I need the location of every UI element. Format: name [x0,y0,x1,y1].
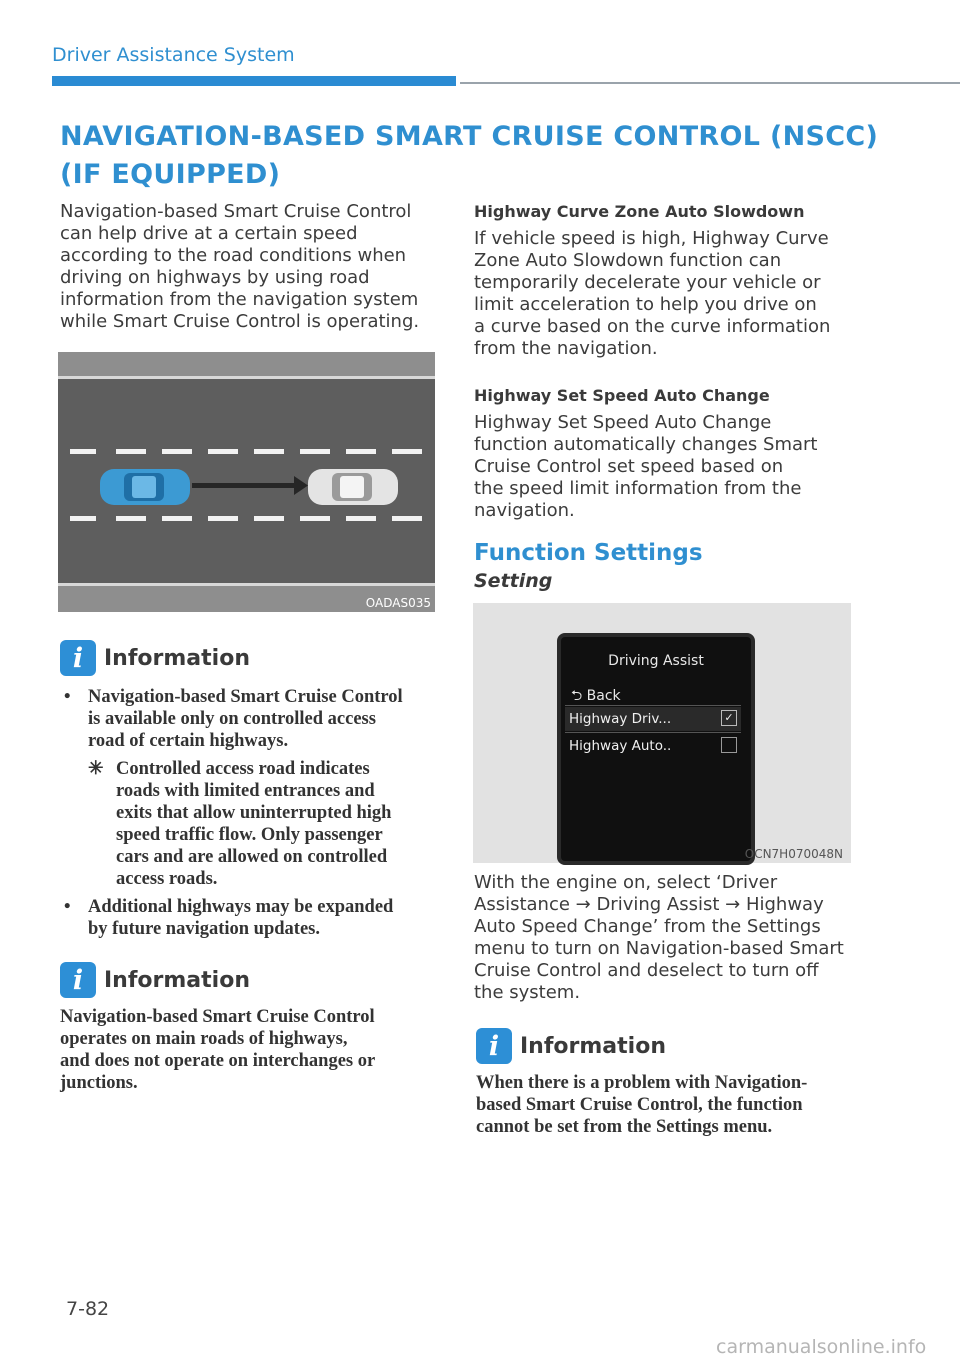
paragraph-line: Cruise Control and deselect to turn off [474,960,819,981]
information-heading [60,640,440,676]
white-car-icon [308,469,398,505]
intro-line: driving on highways by using road [60,267,370,288]
bullet-line: by future navigation updates. [88,919,320,939]
info-icon: i [60,640,96,676]
settings-paragraph [474,872,874,1004]
info-line: junctions. [60,1073,138,1093]
info-line: When there is a problem with Navigation- [476,1073,808,1093]
checkbox-unchecked-icon[interactable] [721,737,737,753]
section-title-line1: NAVIGATION-BASED SMART CRUISE CONTROL (NSCC) [60,121,879,152]
settings-screen-figure [473,603,851,863]
speed-change-heading: Highway Set Speed Auto Change [474,386,770,405]
information-list [60,686,440,940]
information-heading [476,1028,876,1064]
intro-line: according to the road conditions when [60,245,407,266]
info-line: Navigation-based Smart Cruise Control [60,1007,375,1027]
info-line: operates on main roads of highways, [60,1029,348,1049]
screen-title: Driving Assist [608,653,704,669]
road-figure-svg [58,352,435,612]
checkbox-checked-icon[interactable]: ✓ [721,710,737,726]
display-screen [557,633,755,865]
bullet-line: is available only on controlled access [88,709,376,729]
paragraph-line: If vehicle speed is high, Highway Curve [474,228,829,249]
menu-item-highway-driving[interactable] [565,707,741,731]
paragraph-line: limit acceleration to help you drive on [474,294,817,315]
paragraph-line: Cruise Control set speed based on [474,456,784,477]
intro-paragraph [60,201,450,333]
intro-line: can help drive at a certain speed [60,223,358,244]
note-line: cars and are allowed on controlled [116,847,388,867]
divider [565,705,741,706]
page-number: 7-82 [66,1298,110,1320]
speed-change-paragraph [474,412,864,522]
intro-line: while Smart Cruise Control is operating. [60,311,420,332]
function-settings-heading: Function Settings [474,540,703,566]
divider [565,732,741,733]
bullet-line: Additional highways may be expanded [88,897,394,917]
info-line: based Smart Cruise Control, the function [476,1095,803,1115]
figure-code: OCN7H070048N [744,847,843,861]
bullet-icon: • [64,897,71,917]
figure-code: OADAS035 [365,596,431,610]
watermark: carmanualsonline.info [716,1336,927,1358]
curve-slowdown-paragraph [474,228,864,360]
setting-subheading: Setting [474,570,553,592]
information-label: Information [104,967,250,993]
paragraph-line: navigation. [474,500,575,521]
note-line: roads with limited entrances and [116,781,375,801]
curve-slowdown-heading: Highway Curve Zone Auto Slowdown [474,202,805,221]
list-item [60,686,440,890]
paragraph-line: from the navigation. [474,338,658,359]
paragraph-line: the speed limit information from the [474,478,802,499]
running-header: Driver Assistance System [52,44,295,66]
menu-item-highway-auto[interactable] [565,734,741,758]
intro-line: information from the navigation system [60,289,419,310]
list-item [60,896,440,940]
header-accent-bar [52,76,456,86]
bullet-line: Navigation-based Smart Cruise Control [88,687,403,707]
back-label: Back [586,688,621,704]
header-divider [460,82,960,84]
info-line: and does not operate on interchanges or [60,1051,376,1071]
bullet-line: road of certain highways. [88,731,289,751]
information-text [60,1006,440,1094]
information-box [60,962,440,1094]
paragraph-line: menu to turn on Navigation-based Smart [474,938,844,959]
paragraph-line: Assistance → Driving Assist → Highway [474,894,824,915]
info-icon: i [60,962,96,998]
menu-item-label: Highway Driv... [569,711,672,727]
paragraph-line: the system. [474,982,581,1003]
intro-line: Navigation-based Smart Cruise Control [60,201,412,222]
paragraph-line: Auto Speed Change’ from the Settings [474,916,821,937]
back-arrow-icon: ⮌ [571,688,583,704]
paragraph-line: temporarily decelerate your vehicle or [474,272,821,293]
paragraph-line: a curve based on the curve information [474,316,831,337]
road-illustration [58,352,435,612]
menu-item-label: Highway Auto.. [569,738,672,754]
information-label: Information [104,645,250,671]
note-line: speed traffic flow. Only passenger [116,825,383,845]
blue-car-icon [100,469,190,505]
paragraph-line: Zone Auto Slowdown function can [474,250,782,271]
paragraph-line: function automatically changes Smart [474,434,818,455]
note-line: exits that allow uninterrupted high [116,803,392,823]
note [60,758,440,890]
section-title-line2: (IF EQUIPPED) [60,159,281,190]
bullet-icon: • [64,687,71,707]
asterisk-icon: ✳ [88,759,104,779]
information-heading [60,962,440,998]
info-line: cannot be set from the Settings menu. [476,1117,773,1137]
information-box [476,1028,876,1138]
information-box [60,640,440,940]
information-text [476,1072,876,1138]
note-line: access roads. [116,869,218,889]
info-icon: i [476,1028,512,1064]
section-title [60,118,900,194]
paragraph-line: Highway Set Speed Auto Change [474,412,772,433]
paragraph-line: With the engine on, select ‘Driver [474,872,778,893]
information-label: Information [520,1033,666,1059]
note-line: Controlled access road indicates [116,759,370,779]
